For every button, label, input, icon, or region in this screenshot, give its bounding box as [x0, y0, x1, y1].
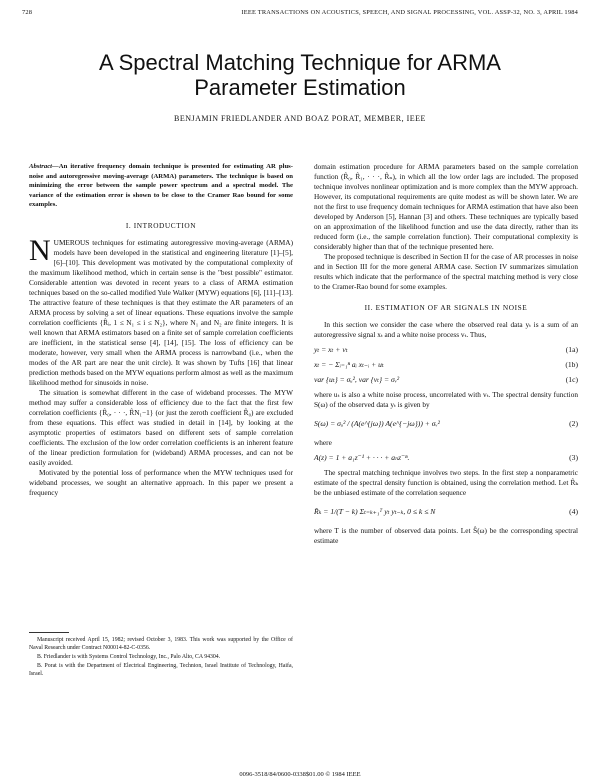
where-label: where: [314, 438, 332, 447]
section2-paragraph-4: where T is the number of observed data points. Let Ŝ(ω) be the corresponding spectral estimate: [314, 526, 578, 545]
intro-paragraph-1-text: UMEROUS techniques for estimating autoregressive moving-average (ARMA) models have been developed in the statistical and engineering literature [1]–[5], [6]–[10]. This development was motivated by the computational complexity of the maximum likelihood method, which in certain sense is the "best possible" estimator. Considerable attention was devoted in recent years to a class of ARMA estimation techniques based on the so-called modified Yule Walker (MYW) equations [6], [11]–[13]. The attractive feature of these techniques is that they estimate the AR parameters of an ARMA process by solving a set of linear equations. These equations involve the sample correlation coefficients {R̂ᵢ, 1 ≤ N₁ ≤ i ≤ N₂}, where N₁ and N₂ are finite integers. It is well known that ARMA estimators based on a finite set of sample correlation coefficients are inefficient, in the statistical sense [4], [14], [15]. The loss of efficiency can be moderate, however, very small when the ARMA process is narrowband (i.e., when the modes of the AR part are near the unit circle). It was shown by Tufts [16] that linear prediction methods based on the MYW equations perform almost as well as the maximum likelihood method for sinusoids in noise.: [29, 237, 293, 387]
equation-3-body: A(z) = 1 + a₁z⁻¹ + · · · + aₙz⁻ⁿ.: [314, 453, 410, 462]
intro-paragraph-2: The situation is somewhat different in the case of wideband processes. The MYW method may suffer a considerable loss of efficiency due to the fact that the first few correlation coefficients {R̂₀, · · ·, R̂N₁−1} (or just the zeroth coefficient R̂₀) are excluded from these equations. This effect was studied in detail in [14], by looking at the asymptotic properties of estimators based on different sets of sample correlation coefficients. The exclusion of the low order correlation coefficients is an inherent feature of the linear prediction formulation for (wideband) ARMA processes, and can not be easily avoided.: [29, 387, 293, 467]
paper-title: [0, 50, 600, 100]
equation-4: [314, 507, 578, 517]
equation-1b: [314, 360, 578, 370]
right-paragraph-2: The proposed technique is described in Section II for the case of AR processes in noise and in Section III for the more general ARMA case. Section IV summarizes simulation results which indicate that the performance of the spectral matching method is very close to the Cramer-Rao bound for some examples.: [314, 252, 578, 291]
intro-paragraph-3: Motivated by the potential loss of performance when the MYW techniques used for wideband processes, we sought an alternative approach. In this paper we present a frequency: [29, 467, 293, 497]
left-column: [29, 162, 293, 498]
equation-1b-body: xₜ = − Σᵢ₌₁ⁿ aᵢ xₜ₋ᵢ + uₜ: [314, 360, 384, 369]
equation-1c-body: var {uₜ} = σᵤ², var {vₜ} = σᵥ²: [314, 375, 400, 384]
equation-4-number: (4): [569, 507, 578, 516]
section2-paragraph-2: where uₜ is also a white noise process, uncorrelated with vₜ. The spectral density function S(ω) of the observed data yₜ is given by: [314, 390, 578, 409]
title-line-2: Parameter Estimation: [194, 75, 406, 100]
equation-1b-number: (1b): [565, 360, 578, 369]
drop-cap: N: [29, 233, 51, 267]
author-list: BENJAMIN FRIEDLANDER AND BOAZ PORAT, MEMBER, IEEE: [174, 114, 426, 123]
section-heading-introduction: I. INTRODUCTION: [125, 220, 197, 230]
intro-paragraph-1: [29, 233, 293, 388]
journal-name: IEEE TRANSACTIONS ON ACOUSTICS, SPEECH, AND SIGNAL PROCESSING, VOL. ASSP-32, NO. 3, APRIL 1984: [241, 9, 578, 16]
footnote-manuscript: Manuscript received April 15, 1982; revised October 3, 1983. This work was supported by the Office of Naval Research under Contract N00014-82-C-0356.: [29, 637, 293, 651]
footnote-author-1: B. Friedlander is with Systems Control Technology, Inc., Palo Alto, CA 94304.: [37, 654, 221, 660]
equation-3-number: (3): [569, 453, 578, 462]
abstract-lead: Abstract—: [29, 163, 59, 170]
equation-1c: [314, 375, 578, 385]
equation-4-body: R̂ₖ = 1/(T − k) Σₜ₌ₖ₊₁ᵀ yₜ yₜ₋ₖ, 0 ≤ k ≤ N: [314, 507, 436, 516]
page-number: 728: [22, 9, 33, 16]
equation-1a: [314, 345, 578, 355]
equation-2: [314, 419, 578, 429]
footnotes: [29, 636, 293, 679]
right-column: [314, 162, 578, 546]
copyright-footer: 0096-3518/84/0600-0338$01.00 © 1984 IEEE: [239, 771, 361, 778]
section2-paragraph-1: In this section we consider the case where the observed real data yₜ is a sum of an autoregressive signal xₜ and a white noise process vₜ. Thus,: [314, 320, 578, 339]
section2-paragraph-3: The spectral matching technique involves two steps. In the first step a nonparametric estimate of the spectral density function is obtained, using the correlation method. Let R̂ₖ be the unbiased estimate of the correlation sequence: [314, 468, 578, 497]
footnote-author-2: B. Porat is with the Department of Electrical Engineering, Technion, Israel Institute of Technology, Haifa, Israel.: [29, 663, 293, 677]
title-line-1: A Spectral Matching Technique for ARMA: [99, 50, 501, 75]
section-heading-ar-estimation: II. ESTIMATION OF AR SIGNALS IN NOISE: [364, 303, 528, 312]
equation-1c-number: (1c): [565, 375, 578, 384]
equation-2-body: S(ω) = σᵤ² / (A(e^{jω}) A(e^{−jω})) + σᵥ²: [314, 419, 440, 428]
equation-3: [314, 453, 578, 463]
equation-1a-number: (1a): [565, 345, 578, 354]
abstract: [29, 162, 293, 210]
equation-1a-body: yₜ = xₜ + vₜ: [314, 345, 348, 354]
right-paragraph-1: domain estimation procedure for ARMA parameters based on the sample correlation function (R̂₀, R̂₁, · · ·, R̂ₙ), in which all the low order lags are included. The proposed technique involves nonlinear optimization and is more complex than the MYW approach. However, its computational requirements are quite modest as will be shown later. We are not the first to use frequency domain techniques for ARMA estimation that have also been developed by Anderson [5], Hannan [3] and others. These techniques are typically based on an approximation of the likelihood function and use the data directly, rather than its reduced form (i.e., the sample correlation function). Their computational complexity is considerably higher than that of the technique presented here.: [314, 162, 578, 251]
equation-2-number: (2): [569, 419, 578, 428]
running-header: [22, 9, 578, 16]
footnote-rule: [29, 632, 69, 633]
abstract-text: An iterative frequency domain technique is presented for estimating AR plus-noise and autoregressive moving-average (ARMA) parameters. The technique is based on minimizing the error between the sample power spectrum and a spectral model. The variance of the estimation error is shown to be close to the Cramer Rao bound for some examples.: [29, 163, 293, 208]
